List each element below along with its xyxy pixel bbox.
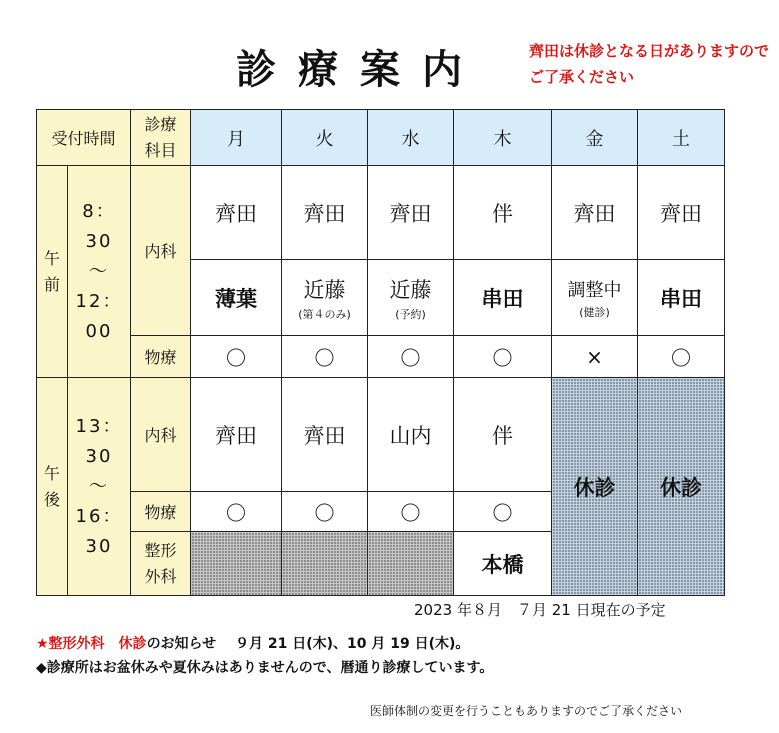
afternoon-hours: 13： 30 ～ 16： 30 xyxy=(68,378,131,596)
schedule-as-of-date: 2023 年８月 ７月 21 日現在の予定 xyxy=(414,601,666,619)
morning-doctor2-sat xyxy=(638,260,725,336)
doctor-note: (健診) xyxy=(579,305,610,319)
day-tue: 火 xyxy=(282,110,368,166)
morning-doctor-mon: 齊田 xyxy=(191,166,282,260)
morning-internal-label: 内科 xyxy=(131,166,191,336)
schedule-table xyxy=(36,109,725,596)
ortho-unavailable-mon xyxy=(191,532,282,596)
afternoon-pt-thu: 〇 xyxy=(454,492,552,532)
closed-sat: 休診 xyxy=(638,378,725,596)
doctor-name: 串田 xyxy=(481,286,524,311)
doctor-name: 近藤 xyxy=(389,277,432,302)
afternoon-pt-tue: 〇 xyxy=(282,492,368,532)
footer-disclaimer: 医師体制の変更を行うこともありますのでご了承ください xyxy=(370,704,683,718)
morning-label: 午 前 xyxy=(37,166,68,378)
morning-doctor2-fri xyxy=(552,260,638,336)
ortho-unavailable-wed xyxy=(368,532,454,596)
afternoon-doctor-mon: 齊田 xyxy=(191,378,282,492)
reception-hours-header: 受付時間 xyxy=(37,110,131,166)
announcement-text: のお知らせ ９月 21 日(木)、10 月 19 日(木)。 xyxy=(146,636,470,652)
morning-doctor2-tue xyxy=(282,260,368,336)
day-wed: 水 xyxy=(368,110,454,166)
doctor-name: 調整中 xyxy=(567,279,622,301)
day-thu: 木 xyxy=(454,110,552,166)
department-header: 診療 科目 xyxy=(131,110,191,166)
morning-doctor-wed: 齊田 xyxy=(368,166,454,260)
afternoon-pt-label: 物療 xyxy=(131,492,191,532)
afternoon-doctor-tue: 齊田 xyxy=(282,378,368,492)
afternoon-label: 午 後 xyxy=(37,378,68,596)
morning-pt-label: 物療 xyxy=(131,336,191,378)
afternoon-doctor-thu: 伴 xyxy=(454,378,552,492)
ortho-doctor-thu: 本橋 xyxy=(454,532,552,596)
day-mon: 月 xyxy=(191,110,282,166)
page-title: 診療案内 xyxy=(236,47,484,93)
doctor-note: (予約) xyxy=(395,307,426,321)
doctor-name: 近藤 xyxy=(303,277,346,302)
afternoon-doctor-wed: 山内 xyxy=(368,378,454,492)
ortho-unavailable-tue xyxy=(282,532,368,596)
day-fri: 金 xyxy=(552,110,638,166)
morning-pt-fri: × xyxy=(552,336,638,378)
day-sat: 土 xyxy=(638,110,725,166)
orthopedics-closure-notice xyxy=(36,633,469,653)
morning-hours: 8： 30 ～ 12： 00 xyxy=(68,166,131,378)
morning-pt-tue: 〇 xyxy=(282,336,368,378)
closed-fri: 休診 xyxy=(552,378,638,596)
morning-doctor-thu: 伴 xyxy=(454,166,552,260)
morning-doctor-sat: 齊田 xyxy=(638,166,725,260)
morning-doctor2-mon xyxy=(191,260,282,336)
saita-absence-notice: 齊田は休診となる日がありますのでご了承ください xyxy=(529,42,770,86)
doctor-note: (第４のみ) xyxy=(298,307,351,321)
morning-pt-sat: 〇 xyxy=(638,336,725,378)
morning-doctor-tue: 齊田 xyxy=(282,166,368,260)
morning-doctor2-wed xyxy=(368,260,454,336)
morning-pt-thu: 〇 xyxy=(454,336,552,378)
afternoon-pt-mon: 〇 xyxy=(191,492,282,532)
doctor-name: 薄葉 xyxy=(215,286,258,311)
doctor-name: 串田 xyxy=(660,286,703,311)
afternoon-internal-label: 内科 xyxy=(131,378,191,492)
morning-doctor2-thu xyxy=(454,260,552,336)
morning-pt-mon: 〇 xyxy=(191,336,282,378)
bon-holiday-notice: ◆診療所はお盆休みや夏休みはありませんので、暦通り診療しています。 xyxy=(36,660,494,676)
morning-doctor-fri: 齊田 xyxy=(552,166,638,260)
afternoon-pt-wed: 〇 xyxy=(368,492,454,532)
orthopedics-label: 整形 外科 xyxy=(131,532,191,596)
morning-pt-wed: 〇 xyxy=(368,336,454,378)
announcement-prefix: ★整形外科 休診 xyxy=(36,636,147,652)
